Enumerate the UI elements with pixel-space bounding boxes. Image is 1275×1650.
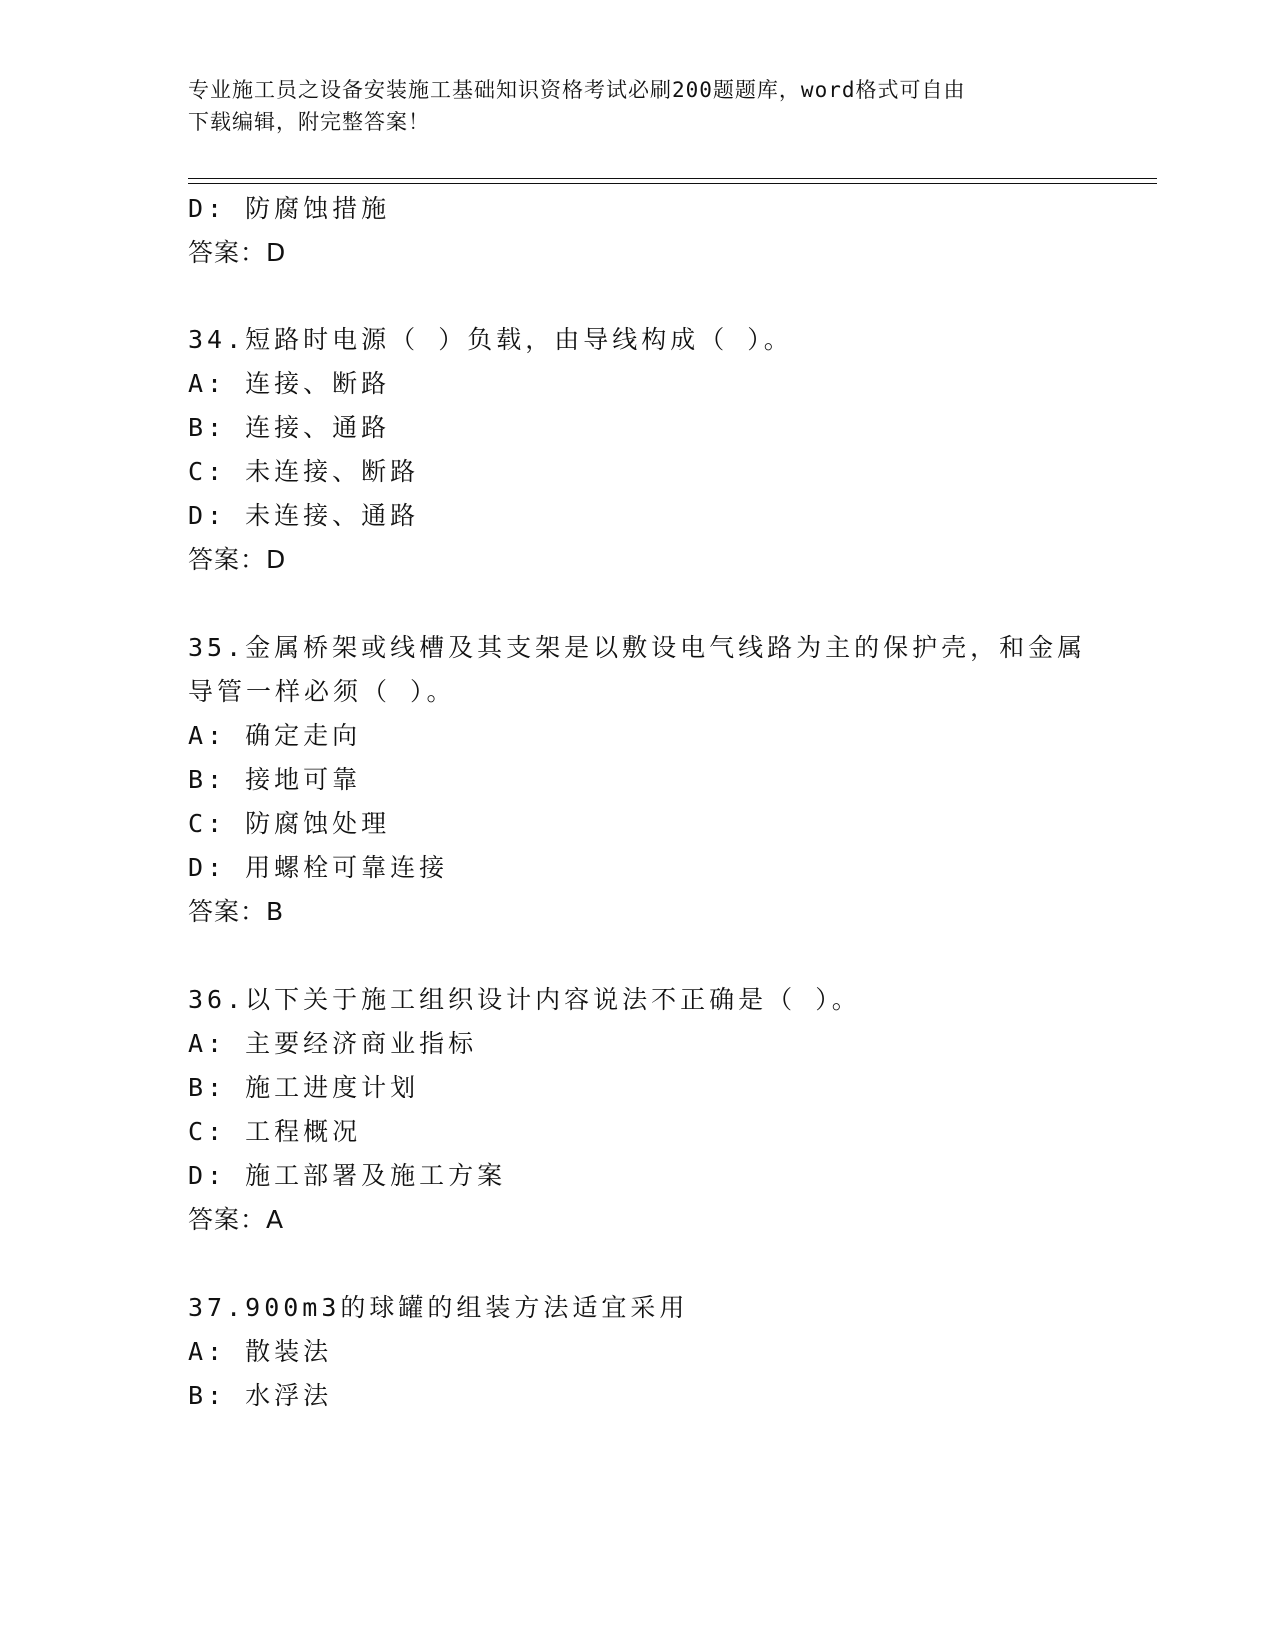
q34-stem: 34.短路时电源（ ）负载，由导线构成（ ）。	[188, 325, 793, 354]
q37-stem: 37.900m3的球罐的组装方法适宜采用	[188, 1293, 689, 1322]
q35-option-d: D: 用螺栓可靠连接	[188, 853, 449, 882]
header-line-2: 下载编辑，附完整答案！	[188, 110, 430, 134]
q35-option-b: B: 接地可靠	[188, 765, 362, 794]
q36-option-c: C: 工程概况	[188, 1117, 362, 1146]
q36-answer: 答案：A	[188, 1205, 285, 1234]
q34-answer: 答案：D	[188, 545, 287, 574]
q36-option-a: A: 主要经济商业指标	[188, 1029, 478, 1058]
q33-answer: 答案：D	[188, 238, 287, 267]
q37-option-a: A: 散装法	[188, 1337, 333, 1366]
q35-stem-line-1: 35.金属桥架或线槽及其支架是以敷设电气线路为主的保护壳，和金属	[188, 633, 1087, 662]
q36-option-d: D: 施工部署及施工方案	[188, 1161, 507, 1190]
q34-option-d: D: 未连接、通路	[188, 501, 420, 530]
q34-option-b: B: 连接、通路	[188, 413, 391, 442]
q37-option-b: B: 水浮法	[188, 1381, 333, 1410]
document-header	[188, 74, 1068, 138]
q35-stem-line-2: 导管一样必须（ ）。	[188, 677, 456, 706]
q35-option-c: C: 防腐蚀处理	[188, 809, 391, 838]
q34-option-a: A: 连接、断路	[188, 369, 391, 398]
q33-option-d: D: 防腐蚀措施	[188, 194, 391, 223]
q36-option-b: B: 施工进度计划	[188, 1073, 420, 1102]
q35-option-a: A: 确定走向	[188, 721, 362, 750]
q36-stem: 36.以下关于施工组织设计内容说法不正确是（ ）。	[188, 985, 861, 1014]
header-divider-top	[188, 178, 1157, 179]
header-line-1: 专业施工员之设备安装施工基础知识资格考试必刷200题题库，word格式可自由	[188, 78, 966, 102]
q34-option-c: C: 未连接、断路	[188, 457, 420, 486]
q35-answer: 答案：B	[188, 897, 285, 926]
header-divider-bottom	[188, 183, 1157, 184]
